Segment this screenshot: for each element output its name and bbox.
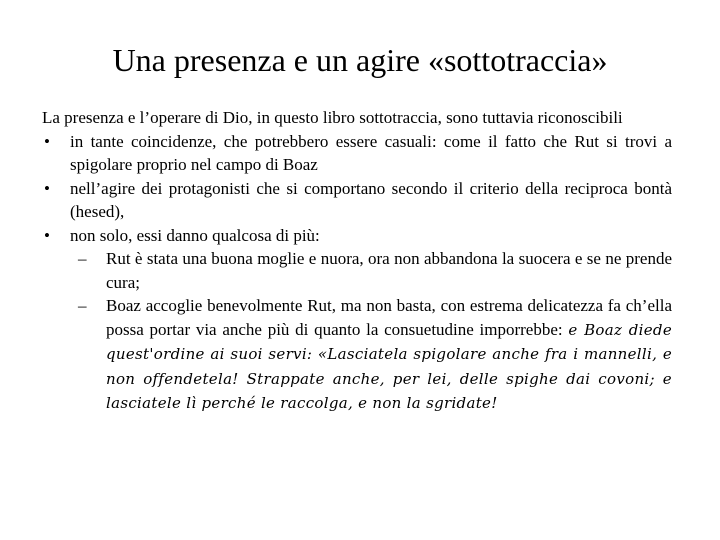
bullet-list <box>42 130 672 248</box>
dash-icon: – <box>78 296 87 315</box>
bullet-item <box>42 130 672 177</box>
bullet-icon: • <box>44 131 50 151</box>
slide-title: Una presenza e un agire «sottotraccia» <box>112 42 608 78</box>
scripture-quote: e Boaz diede quest'ordine ai suoi servi: «Lasciatela spigolare anche fra i mannelli, e non offendetela! Strappate anche, per lei, delle spighe dai covoni; e lasciatele lì perché le raccolga, e non la sgridate! <box>106 320 672 412</box>
sub-item-text: Rut è stata una buona moglie e nuora, ora non abbandona la suocera e se ne prende cura; <box>106 249 672 292</box>
dash-icon: – <box>78 249 87 268</box>
bullet-icon: • <box>44 178 50 198</box>
bullet-text: non solo, essi danno qualcosa di più: <box>70 225 320 245</box>
intro-paragraph: La presenza e l’operare di Dio, in questo libro sottotraccia, sono tuttavia riconoscibili <box>42 108 623 127</box>
sub-item <box>74 294 672 416</box>
sub-list <box>74 247 672 416</box>
bullet-icon: • <box>44 225 50 245</box>
bullet-item <box>42 177 672 224</box>
bullet-item <box>42 224 672 248</box>
bullet-text: in tante coincidenze, che potrebbero essere casuali: come il fatto che Rut si trovi a spigolare proprio nel campo di Boaz <box>70 131 672 174</box>
sub-item <box>74 247 672 294</box>
sub-item-text: Boaz accoglie benevolmente Rut, ma non basta, con estrema delicatezza fa ch’ella possa portar via anche più di quanto la consuetudine imporrebbe: <box>106 296 672 339</box>
bullet-text: nell’agire dei protagonisti che si comportano secondo il criterio della reciproca bontà (hesed), <box>70 178 672 221</box>
slide-body <box>42 106 672 416</box>
